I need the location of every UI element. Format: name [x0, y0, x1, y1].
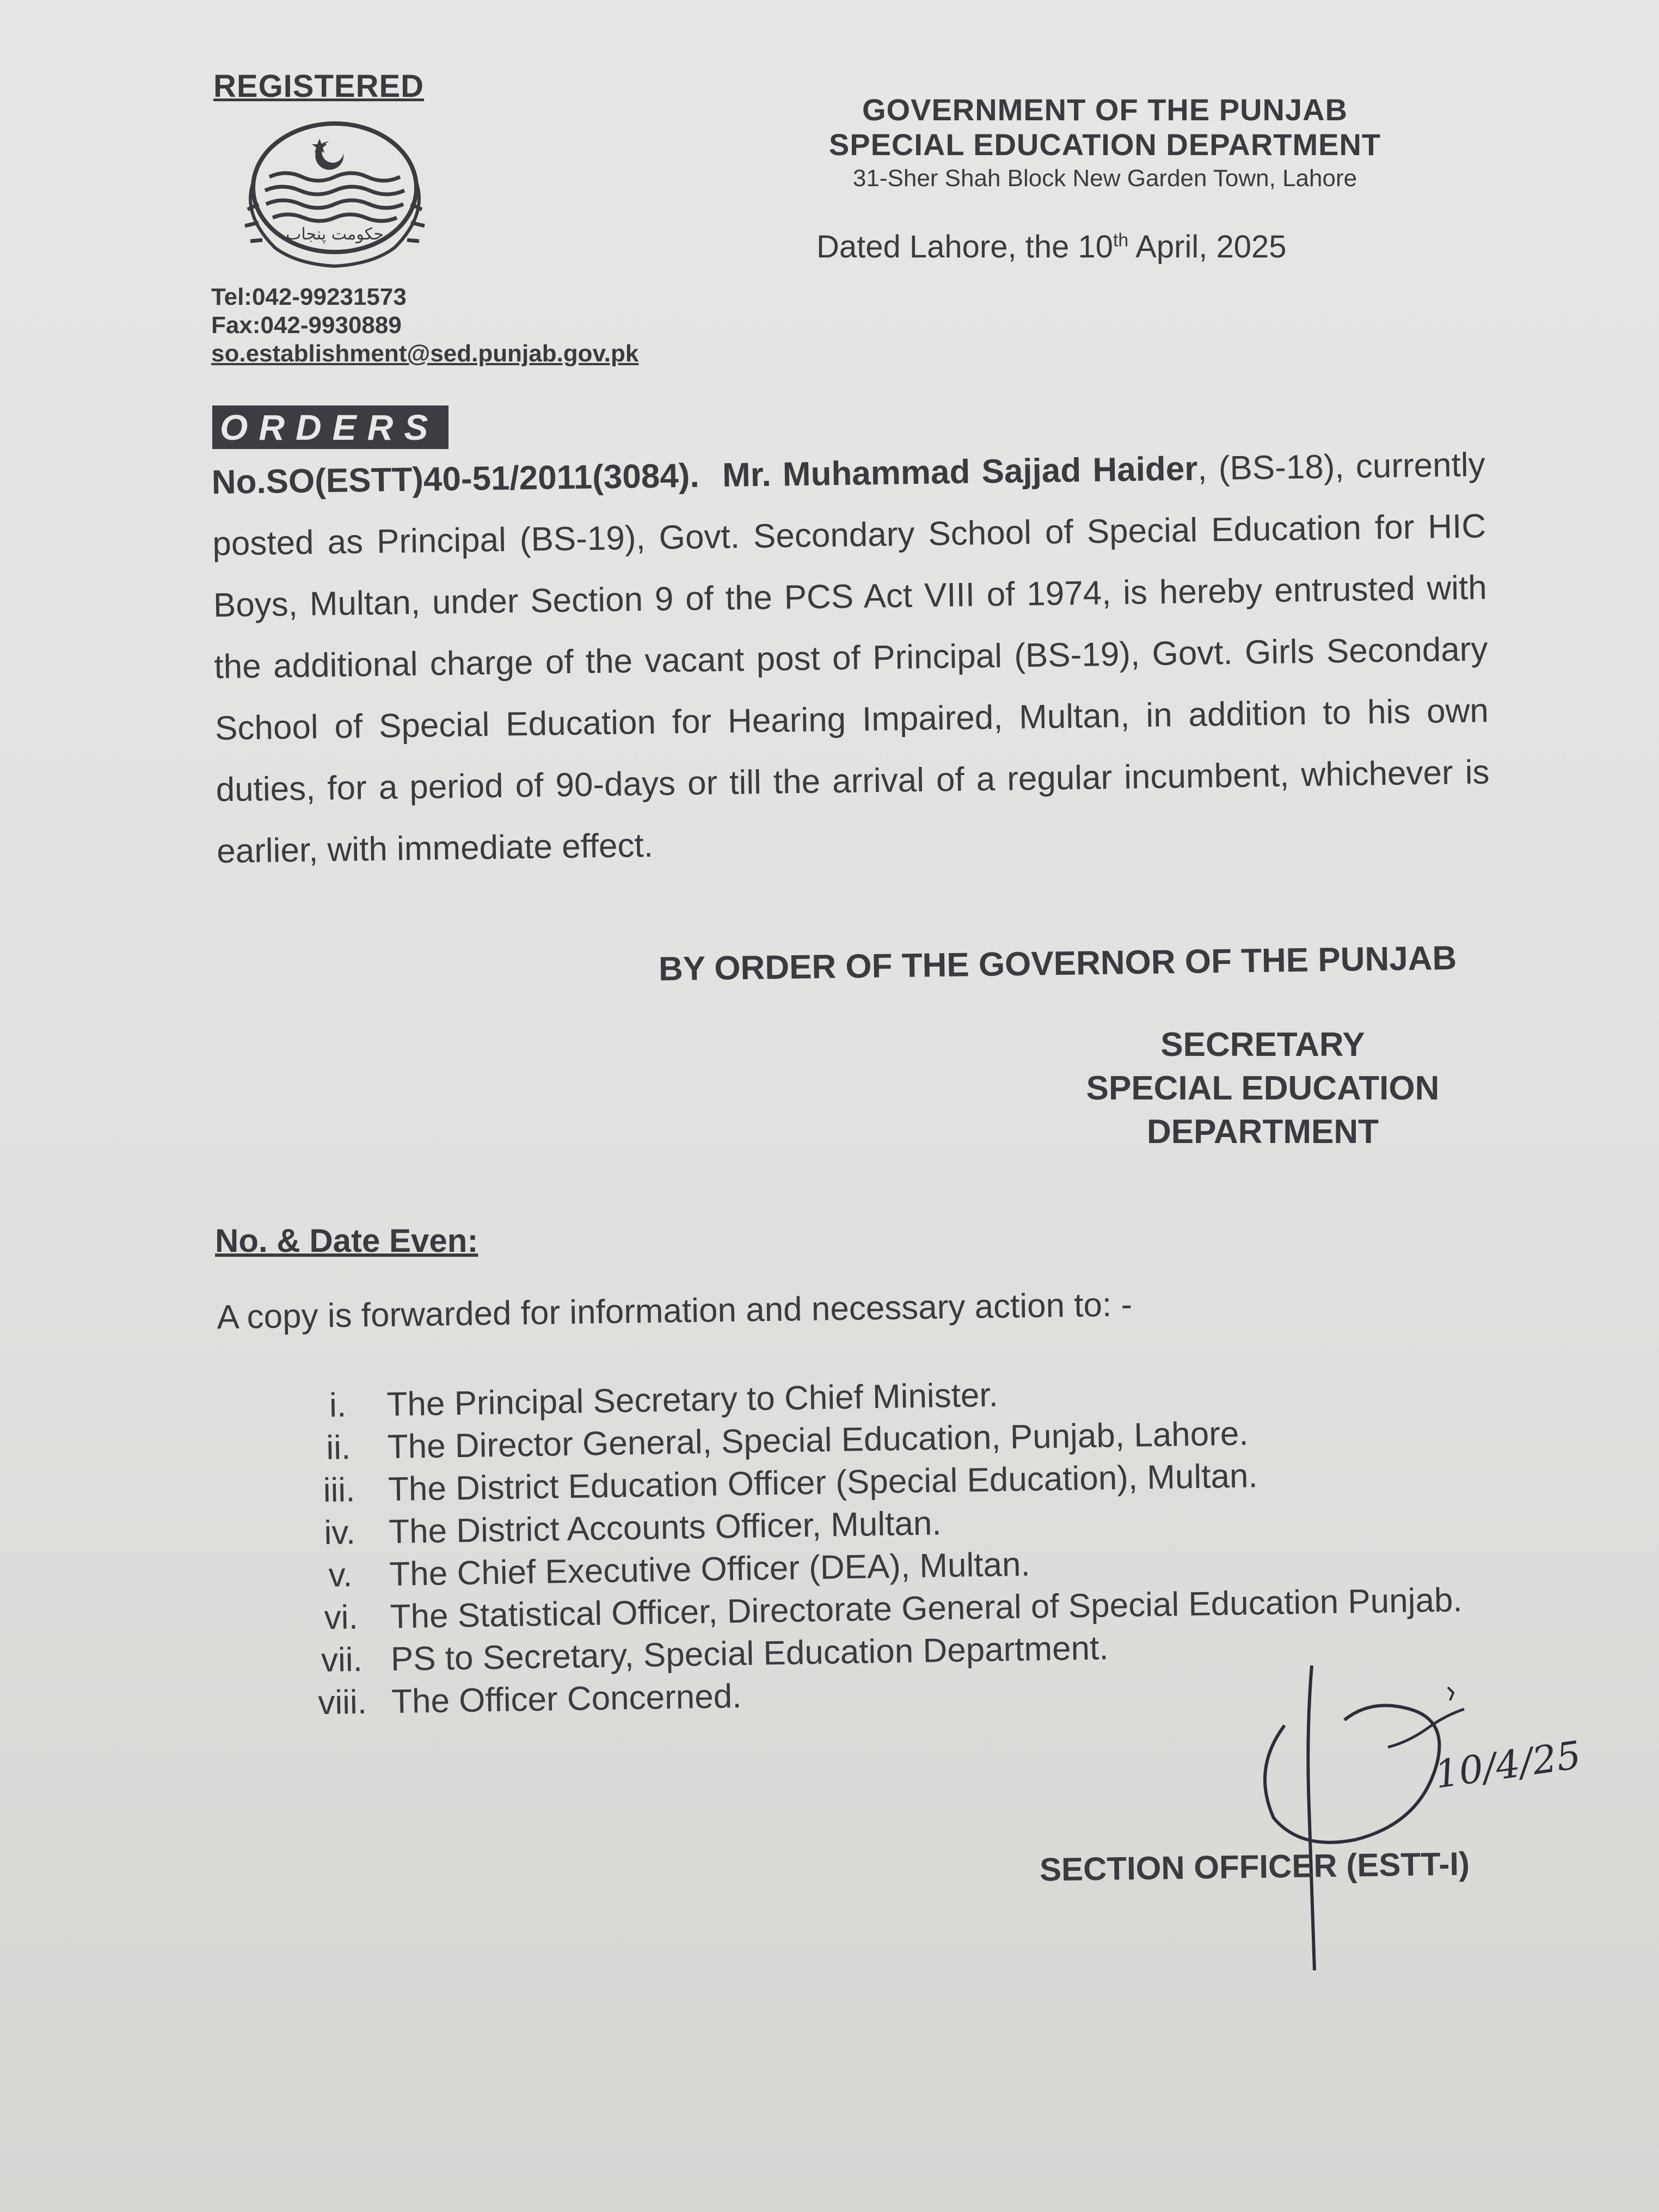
- list-item: iv. The District Accounts Officer, Multan.: [324, 1504, 942, 1552]
- list-item: vii. PS to Secretary, Special Education Department.: [321, 1629, 1109, 1680]
- list-item: i. The Principal Secretary to Chief Minister.: [329, 1376, 999, 1424]
- by-order-line: BY ORDER OF THE GOVERNOR OF THE PUNJAB: [658, 939, 1457, 988]
- punjab-seal-logo: [226, 117, 444, 269]
- order-reference: No.SO(ESTT)40-51/2011(3084).: [211, 457, 700, 501]
- list-item: vi. The Statistical Officer, Directorate General of Special Education Punjab.: [324, 1581, 1463, 1637]
- officer-name: Mr. Muhammad Sajjad Haider: [722, 450, 1198, 494]
- no-date-even-heading: No. & Date Even:: [215, 1222, 478, 1259]
- list-item: ii. The Director General, Special Education, Punjab, Lahore.: [325, 1415, 1249, 1467]
- government-title: GOVERNMENT OF THE PUNJAB: [862, 93, 1348, 127]
- orders-heading: ORDERS: [212, 405, 448, 449]
- telephone: Tel:042-99231573: [211, 284, 407, 310]
- contact-block: [211, 283, 638, 368]
- secretary-block: SECRETARY SPECIAL EDUCATION DEPARTMENT: [1086, 1026, 1440, 1151]
- fax: Fax:042-9930889: [211, 312, 402, 339]
- signature-date: 10/4/25: [1431, 1732, 1584, 1797]
- order-body: [211, 434, 1491, 882]
- department-title: SPECIAL EDUCATION DEPARTMENT: [828, 127, 1381, 162]
- department-address: 31-Sher Shah Block New Garden Town, Lahore: [852, 165, 1357, 192]
- copy-forwarded-intro: A copy is forwarded for information and necessary action to: -: [217, 1286, 1133, 1336]
- list-item: v. The Chief Executive Officer (DEA), Multan.: [328, 1545, 1031, 1594]
- registered-label: REGISTERED: [213, 69, 425, 104]
- letterhead: [784, 93, 1426, 195]
- seal-inscription: حکومت پنجاب: [286, 225, 384, 244]
- date-line: Dated Lahore, the 10th April, 2025: [816, 229, 1287, 265]
- list-item: iii. The District Education Officer (Special Education), Multan.: [323, 1457, 1258, 1510]
- order-text: , (BS-18), currently posted as Principal (BS-19), Govt. Secondary School of Special Education for HIC Boys, Multan, under Section 9 of the PCS Act VIII of 1974, is hereby entrusted with the additional charge of the vacant post of Principal (BS-19), Govt. Girls Secondary School of Special Education for Hearing Impaired, Multan, in addition to his own duties, for a period of 90-days or till the arrival of a regular incumbent, whichever is earlier, with immediate effect.: [212, 446, 1490, 870]
- section-officer-designation: SECTION OFFICER (ESTT-I): [1039, 1845, 1470, 1888]
- handwritten-signature: [1208, 1655, 1622, 1981]
- list-item: viii. The Officer Concerned.: [317, 1678, 742, 1722]
- email-link[interactable]: so.establishment@sed.punjab.gov.pk: [211, 340, 639, 367]
